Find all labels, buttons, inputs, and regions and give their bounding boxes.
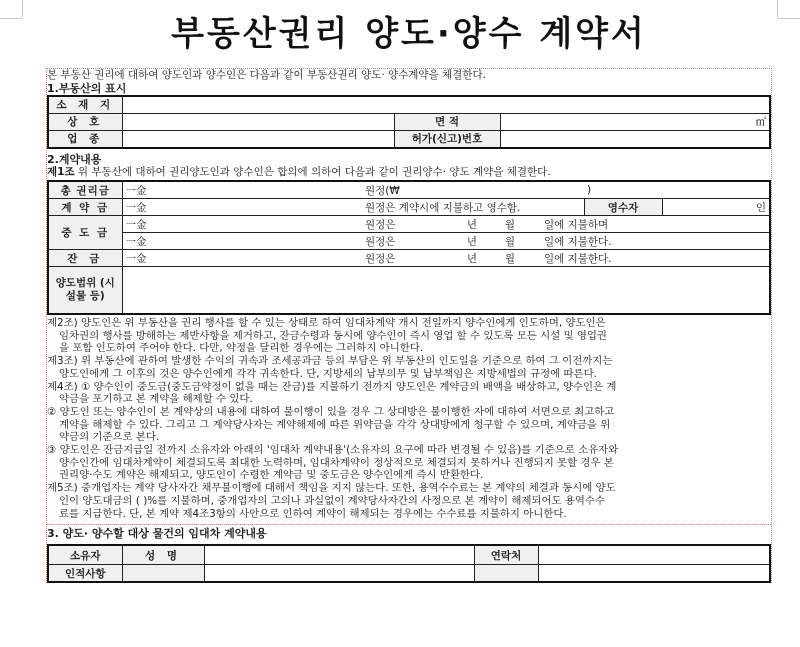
- total-label: 총 권리금: [48, 181, 122, 199]
- page-corner-mark: [778, 18, 800, 19]
- owner-info-label: 인적사항: [48, 565, 122, 583]
- middle2-day: 일에 지불한다.: [518, 233, 770, 250]
- article-line: 권리양·수도 계약은 해제되고, 양도인이 수령한 계약금 및 중도금은 양수인에게 즉시 반환한다.: [59, 469, 484, 482]
- page-corner-mark: [22, 0, 23, 18]
- page-corner-mark: [777, 0, 778, 18]
- page-corner-mark: [0, 18, 22, 19]
- owner-next-label2: [474, 565, 538, 583]
- trade-name-label: 상 호: [48, 113, 122, 130]
- owner-next-field2[interactable]: [538, 565, 770, 583]
- balance-day: 일에 지불한다.: [518, 250, 770, 267]
- area-unit: ㎡: [755, 116, 766, 128]
- trade-name-field[interactable]: [122, 113, 394, 130]
- area-field[interactable]: [500, 113, 770, 130]
- document-page: [46, 8, 772, 583]
- middle2-won: 원정은: [362, 233, 432, 250]
- middle1-day: 일에 지불하며: [518, 216, 770, 233]
- article-line: 을 포함 인도하여 주어야 한다. 다만, 약정을 달리한 경우에는 그러하지 아니한다.: [59, 342, 424, 355]
- license-number-label: 허가(신고)번호: [394, 130, 500, 148]
- document-title: 부동산권리 양도·양수 계약서: [171, 14, 647, 54]
- lease-table: [47, 544, 771, 583]
- transfer-scope-field[interactable]: [122, 267, 770, 315]
- article-line: 제5조) 중개업자는 계약 당사자간 채무불이행에 대해서 책임을 지지 않는다. 또한, 용역수수료는 본 계약의 체결과 동시에 양도: [47, 482, 616, 495]
- balance-label: 잔 금: [48, 250, 122, 267]
- receiver-seal[interactable]: 인: [662, 199, 770, 216]
- article1: [47, 166, 771, 179]
- owner-name-field[interactable]: [204, 545, 474, 565]
- article1-text: 위 부동산에 대하여 권리양도인과 양수인은 합의에 의하여 다음과 같이 권리양수· 양도 계약을 체결한다.: [74, 165, 551, 178]
- middle-payment-label: 중 도 금: [48, 216, 122, 250]
- article-line: 제2조) 양도인은 위 부동산을 권리 행사를 할 수 있는 상태로 하여 임대차계약 개시 전일까지 양수인에게 인도하며, 양도인은: [47, 317, 606, 329]
- transfer-scope-label: 양도범위 (시설물 등): [48, 267, 122, 315]
- article-line: 계약을 해제할 수 있다. 그리고 그 계약당사자는 계약해제에 따른 위약금을 각각 상대방에게 청구할 수 있으며, 계약금을 위: [59, 418, 611, 431]
- middle1-year: 년: [432, 216, 480, 233]
- article-line: ③ 양도인은 잔금지급일 전까지 소유자와 아래의 '임대차 계약내용'(소유자의 요구에 따라 변경될 수 있음)를 기준으로 소유자와: [47, 444, 619, 457]
- payment-table: [47, 180, 771, 315]
- owner-next-label: [122, 565, 204, 583]
- article-line: 제3조) 위 부동산에 관하여 발생한 수익의 귀속과 조세공과금 등의 부담은 위 부동산의 인도일을 기준으로 하여 그 이전까지는: [47, 355, 613, 368]
- middle2-prefix[interactable]: 一金: [122, 233, 362, 250]
- section1-heading: 1.부동산의 표시: [47, 81, 127, 95]
- article-line: ② 양도인 또는 양수인이 본 계약상의 내용에 대하여 불이행이 있을 경우 그 상대방은 불이행한 자에 대하여 서면으로 최고하고: [47, 405, 615, 418]
- deposit-text: 원정은 계약시에 지불하고 영수함.: [362, 199, 584, 216]
- receiver-label: 영수자: [584, 199, 662, 216]
- owner-next-field[interactable]: [204, 565, 474, 583]
- total-won: 원정(₩: [362, 181, 584, 199]
- balance-month: 월: [480, 250, 518, 267]
- business-type-label: 업 종: [48, 130, 122, 148]
- balance-won: 원정은: [362, 250, 432, 267]
- article-line: 약금의 기준으로 본다.: [59, 431, 160, 444]
- article-line: 약금을 포기하고 본 계약을 해제할 수 있다.: [59, 393, 253, 406]
- total-close: ): [584, 181, 770, 199]
- license-number-field[interactable]: [500, 130, 770, 148]
- middle1-won: 원정은: [362, 216, 432, 233]
- area-label: 면 적: [394, 113, 500, 130]
- article-line: 양도인에게 그 이후의 것은 양수인에게 각각 귀속한다. 단, 지방세의 납부의무 및 납부책임은 지방세법의 규정에 따른다.: [59, 367, 597, 380]
- article-line: 양수인간에 임대차계약이 체결되도록 최대한 노력하며, 임대차계약이 정상적으로 체결되지 못하거나 진행되지 못할 경우 본: [59, 456, 614, 469]
- deposit-label: 계 약 금: [48, 199, 122, 216]
- middle2-month: 월: [480, 233, 518, 250]
- article-line: 인이 양도대금의 ( )%를 지불하며, 중개업자의 고의나 과실없이 계약당사자간의 사정으로 본 계약이 해제되어도 용역수수: [59, 494, 606, 507]
- owner-contact-label: 연락처: [474, 545, 538, 565]
- article-line: 임차권의 행사를 방해하는 제반사항을 제거하고, 잔금수령과 동시에 양수인이 즉시 영업 할 수 있도록 모든 시설 및 영업권: [59, 329, 607, 342]
- article1-number: 제1조: [47, 165, 75, 178]
- middle1-month: 월: [480, 216, 518, 233]
- article-line: 제4조) ① 양수인이 중도금(중도금약정이 없을 때는 잔금)를 지불하기 전까지 양도인은 계약금의 배액을 배상하고, 양수인은 계: [47, 380, 617, 393]
- intro-text: 본 부동산 권리에 대하여 양도인과 양수인은 다음과 같이 부동산권리 양도· 양수계약을 체결한다.: [47, 69, 486, 81]
- owner-contact-field[interactable]: [538, 545, 770, 565]
- articles-block: [47, 317, 771, 520]
- middle2-year: 년: [432, 233, 480, 250]
- location-label: 소 재 지: [48, 96, 122, 114]
- document-body: [46, 68, 772, 583]
- section3-heading: 3. 양도· 양수할 대상 물건의 임대차 계약내용: [47, 524, 771, 540]
- business-type-field[interactable]: [122, 130, 394, 148]
- section2-heading: 2.계약내용: [47, 152, 102, 166]
- deposit-prefix[interactable]: 一金: [122, 199, 362, 216]
- owner-label: 소유자: [48, 545, 122, 565]
- owner-name-label: 성 명: [122, 545, 204, 565]
- location-field[interactable]: [122, 96, 770, 114]
- total-prefix[interactable]: 一金: [122, 181, 362, 199]
- property-table: [47, 95, 771, 149]
- balance-prefix[interactable]: 一金: [122, 250, 362, 267]
- balance-year: 년: [432, 250, 480, 267]
- article-line: 료를 지급한다. 단, 본 계약 제4조3항의 사안으로 인하여 계약이 해제되는 경우에는 수수료를 지불하지 아니한다.: [59, 507, 567, 520]
- middle1-prefix[interactable]: 一金: [122, 216, 362, 233]
